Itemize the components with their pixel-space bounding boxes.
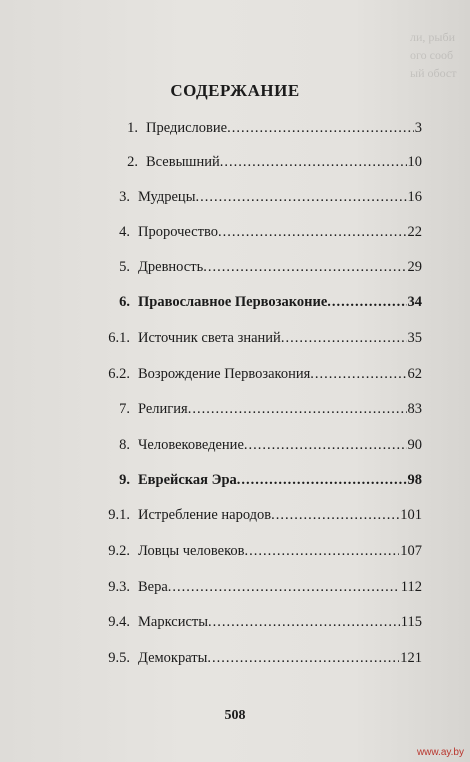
toc-entry-title: Ловцы человеков xyxy=(138,543,245,559)
toc-entry-title: Истребление народов xyxy=(138,507,272,523)
toc-entry xyxy=(84,543,422,565)
toc-entry-number: 9.1. xyxy=(108,507,130,523)
toc-entry-number: 9.5. xyxy=(108,650,130,666)
toc-entry-number: 9. xyxy=(119,472,130,488)
toc-entry-page: 101 xyxy=(400,507,422,523)
toc-entry-page: 29 xyxy=(407,259,422,275)
toc-entry xyxy=(92,294,422,316)
dot-leader xyxy=(244,437,407,454)
toc-entry xyxy=(100,154,422,176)
page-number: 508 xyxy=(224,708,246,723)
toc-entry xyxy=(84,507,422,529)
toc-entry-title: Источник света знаний xyxy=(138,330,281,346)
toc-entry-page: 22 xyxy=(407,224,422,240)
toc-entry-title: Древность xyxy=(138,259,204,275)
toc-entry-page: 34 xyxy=(407,294,422,310)
toc-entry-title: Еврейская Эра xyxy=(138,472,237,488)
toc-entry-number: 6.2. xyxy=(108,366,130,382)
toc-entry-page: 112 xyxy=(400,579,422,595)
toc-entry-page: 10 xyxy=(407,154,422,170)
toc-entry-title: Вера xyxy=(138,579,168,595)
toc-entry-title: Предисловие xyxy=(146,120,228,136)
toc-entry-page: 90 xyxy=(407,437,422,453)
toc-entry xyxy=(92,189,422,211)
toc-entry-number: 9.4. xyxy=(108,614,130,630)
toc-entry-title: Православное Первозаконие xyxy=(138,294,328,310)
dot-leader xyxy=(327,294,406,311)
toc-entry-page: 35 xyxy=(407,330,422,346)
dot-leader xyxy=(237,472,407,489)
toc-entry-title: Марксисты xyxy=(138,614,208,630)
toc-entry-page: 98 xyxy=(407,472,422,488)
toc-entry xyxy=(92,401,422,423)
toc-entry xyxy=(92,437,422,459)
dot-leader xyxy=(203,259,406,276)
toc-entry xyxy=(92,259,422,281)
toc-entry-number: 9.3. xyxy=(108,579,130,595)
dot-leader xyxy=(208,614,400,631)
toc-title: СОДЕРЖАНИЕ xyxy=(170,81,300,100)
toc-entry xyxy=(84,366,422,388)
dot-leader xyxy=(281,330,407,347)
toc-entry-number: 6.1. xyxy=(108,330,130,346)
toc-entry-number: 7. xyxy=(119,401,130,417)
toc-entry-page: 3 xyxy=(414,120,422,136)
toc-entry-number: 8. xyxy=(119,437,130,453)
toc-entry xyxy=(92,472,422,494)
dot-leader xyxy=(195,189,406,206)
dot-leader xyxy=(227,120,414,137)
dot-leader xyxy=(220,154,407,171)
toc-entry-number: 6. xyxy=(119,294,130,310)
bleed-through-top: ли, рыби ого сооб ый обост xyxy=(410,30,457,80)
toc-entry-title: Человековедение xyxy=(138,437,244,453)
toc-entry xyxy=(84,614,422,636)
toc-entry-title: Мудрецы xyxy=(138,189,196,205)
toc-entry-title: Религия xyxy=(138,401,188,417)
toc-entry-title: Всевышний xyxy=(146,154,220,170)
toc-entry xyxy=(84,579,422,601)
toc-entry xyxy=(84,650,422,672)
toc-entry-page: 115 xyxy=(400,614,422,630)
watermark: www.ay.by xyxy=(416,747,464,758)
dot-leader xyxy=(207,650,399,667)
toc-entry-page: 121 xyxy=(400,650,422,666)
toc-entry-page: 83 xyxy=(407,401,422,417)
toc-entry-title: Пророчество xyxy=(138,224,218,240)
toc-entry-number: 2. xyxy=(127,154,138,170)
toc-entry-page: 62 xyxy=(407,366,422,382)
dot-leader xyxy=(188,401,407,418)
toc-entry-page: 107 xyxy=(400,543,422,559)
toc-entry-number: 5. xyxy=(119,259,130,275)
toc-entry-page: 16 xyxy=(407,189,422,205)
dot-leader xyxy=(271,507,399,524)
dot-leader xyxy=(168,579,400,596)
toc-entry-number: 3. xyxy=(119,189,130,205)
toc-entry xyxy=(100,120,422,142)
toc-entry xyxy=(92,224,422,246)
toc-entry-number: 4. xyxy=(119,224,130,240)
toc-entry-number: 1. xyxy=(127,120,138,136)
dot-leader xyxy=(218,224,407,241)
dot-leader xyxy=(245,543,400,560)
toc-entry-title: Демократы xyxy=(138,650,208,666)
dot-leader xyxy=(310,366,406,383)
toc-entry-number: 9.2. xyxy=(108,543,130,559)
toc-entry-title: Возрождение Первозакония xyxy=(138,366,311,382)
toc-entry xyxy=(84,330,422,352)
